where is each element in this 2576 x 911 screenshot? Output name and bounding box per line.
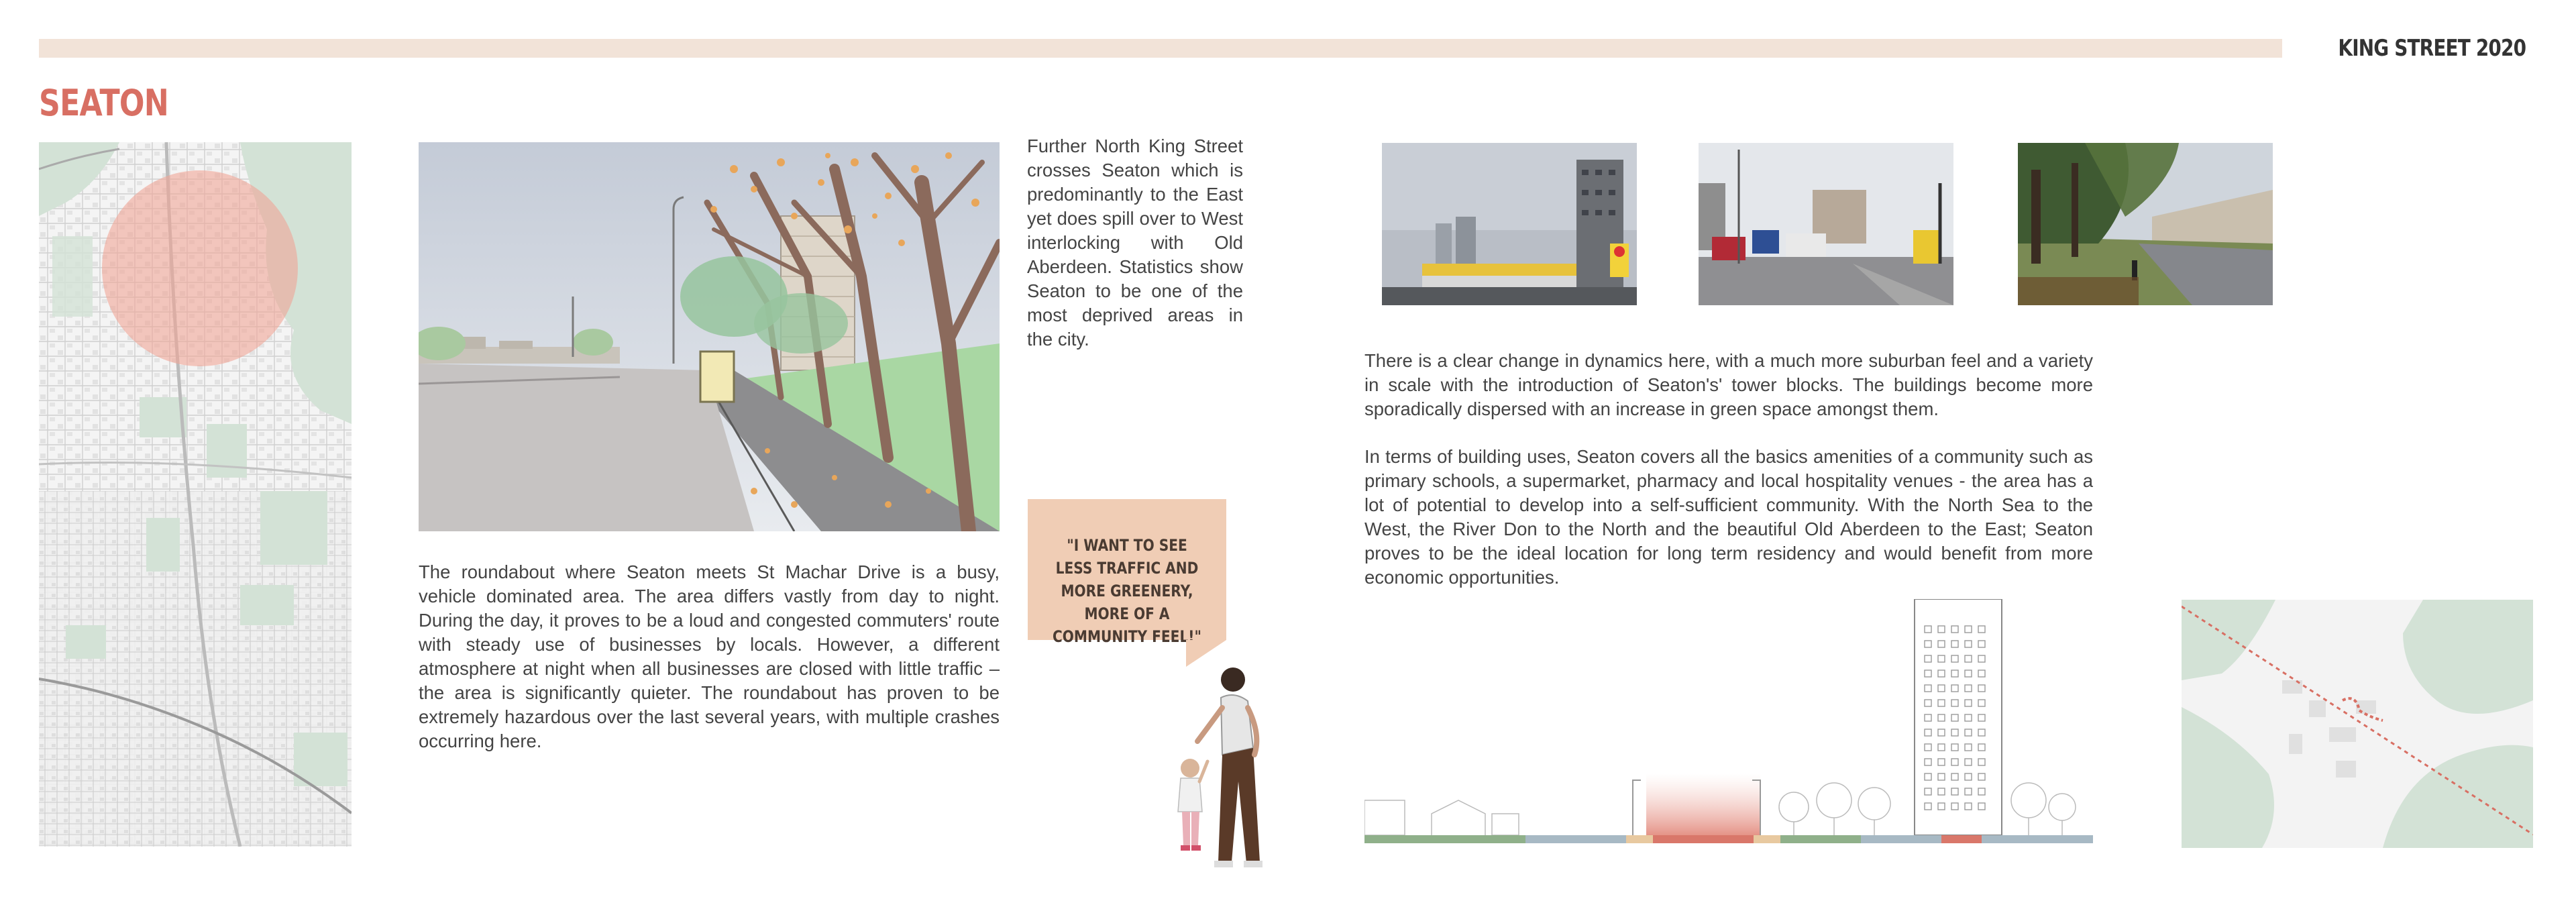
header-bar [39, 39, 2282, 58]
photo-tree-lined-road [2018, 143, 2273, 305]
uses-paragraph: In terms of building uses, Seaton covers all the basics amenities of a community such as primary schools, a supermarket, pharmacy and local hospitality venues - the area has a lot of potential to develop into a self-sufficient community. With the North Sea to the West, the River Don to the North and the beautiful Old Aberdeen to the East; Seaton proves to be the ideal location for long term residency and would benefit from more economic opportunities. [1364, 446, 2093, 588]
dynamics-paragraph: There is a clear change in dynamics here, with a much more suburban feel and a variety in scale with the introduction of Seaton's' tower blocks. The buildings become more sporadically dispersed with an increase in green space amongst them. [1364, 350, 2093, 419]
street-section-drawing [1364, 599, 2093, 849]
site-map [39, 142, 352, 847]
location-map [2182, 600, 2533, 848]
roundabout-paragraph: The roundabout where Seaton meets St Machar Drive is a busy, vehicle dominated area. The area differs vastly from day to night. During the day, it proves to be a loud and congested commuters' route with steady use of businesses by locals. However, a different atmosphere at night when all businesses are closed with little traffic – the area is significantly quieter. The roundabout has proven to be extremely hazardous over the last several years, with multiple crashes occurring here. [419, 561, 1000, 751]
photo-junction [1699, 143, 1953, 305]
quote-bubble [1028, 499, 1226, 646]
quote-text: "I WANT TO SEE LESS TRAFFIC AND MORE GREENERY, MORE OF A COMMUNITY FEEL!" [1052, 536, 1202, 646]
project-title: KING STREET 2020 [2338, 35, 2526, 62]
intro-paragraph: Further North King Street crosses Seaton which is predominantly to the East yet does spill over to West interlocking with Old Aberdeen. Statistics show Seaton to be one of the most deprived areas in the city. [1027, 136, 1243, 350]
person-with-child-figure [1167, 661, 1281, 872]
street-sketch [419, 142, 1000, 531]
photo-petrol-station [1382, 143, 1637, 305]
section-title: SEATON [39, 82, 168, 124]
